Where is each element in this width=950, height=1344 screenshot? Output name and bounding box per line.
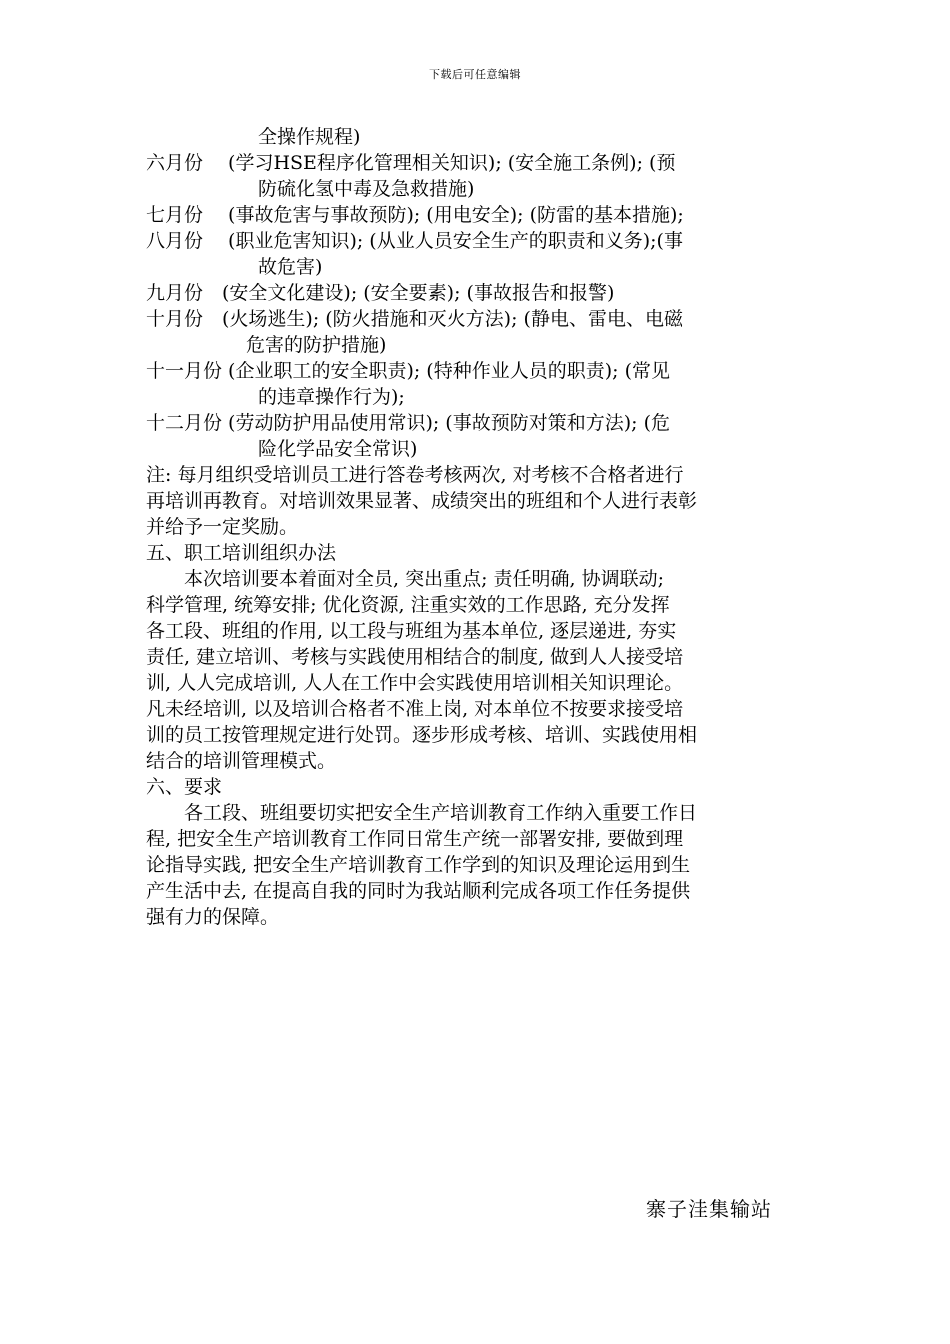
text-line: 论指导实践, 把安全生产培训教育工作学到的知识及理论运用到生 [146, 854, 691, 876]
text-line: 训的员工按管理规定进行处罚。逐步形成考核、培训、实践使用相 [146, 724, 698, 746]
text-line: 五、职工培训组织办法 [146, 542, 337, 564]
text-line: 险化学品安全常识) [258, 438, 418, 460]
text-line: 九月份 (安全文化建设); (安全要素); (事故报告和报警) [146, 282, 615, 304]
text-line: 各工段、班组的作用, 以工段与班组为基本单位, 逐层递进, 夯实 [146, 620, 677, 642]
text-line: 程, 把安全生产培训教育工作同日常生产统一部署安排, 要做到理 [146, 828, 684, 850]
text-line: 各工段、班组要切实把安全生产培训教育工作纳入重要工作日 [184, 802, 698, 824]
text-line: 六月份 (学习HSE程序化管理相关知识); (安全施工条例); (预 [146, 152, 676, 174]
text-line: 再培训再教育。对培训效果显著、成绩突出的班组和个人进行表彰 [146, 490, 698, 512]
text-line: 本次培训要本着面对全员, 突出重点; 责任明确, 协调联动; [184, 568, 665, 590]
text-line: 八月份 (职业危害知识); (从业人员安全生产的职责和义务);(事 [146, 230, 683, 252]
text-line: 危害的防护措施) [246, 334, 387, 356]
text-line: 并给予一定奖励。 [146, 516, 299, 538]
text-line: 凡未经培训, 以及培训合格者不准上岗, 对本单位不按要求接受培 [146, 698, 684, 720]
page-header-note: 下载后可任意编辑 [429, 68, 521, 81]
text-line: 十月份 (火场逃生); (防火措施和灭火方法); (静电、雷电、电磁 [146, 308, 683, 330]
text-line: 十一月份 (企业职工的安全职责); (特种作业人员的职责); (常见 [146, 360, 670, 382]
text-line: 故危害) [258, 256, 323, 278]
text-line: 强有力的保障。 [146, 906, 280, 928]
signature-organization: 寨子洼集输站 [646, 1197, 772, 1221]
text-line: 的违章操作行为); [258, 386, 405, 408]
text-line: 责任, 建立培训、考核与实践使用相结合的制度, 做到人人接受培 [146, 646, 684, 668]
text-line: 全操作规程) [258, 126, 361, 148]
text-line: 结合的培训管理模式。 [146, 750, 337, 772]
text-line: 十二月份 (劳动防护用品使用常识); (事故预防对策和方法); (危 [146, 412, 670, 434]
text-line: 注: 每月组织受培训员工进行答卷考核两次, 对考核不合格者进行 [146, 464, 684, 486]
text-line: 七月份 (事故危害与事故预防); (用电安全); (防雷的基本措施); [146, 204, 684, 226]
text-line: 防硫化氢中毒及急救措施) [258, 178, 475, 200]
text-line: 科学管理, 统筹安排; 优化资源, 注重实效的工作思路, 充分发挥 [146, 594, 670, 616]
text-line: 训, 人人完成培训, 人人在工作中会实践使用培训相关知识理论。 [146, 672, 684, 694]
text-line: 产生活中去, 在提高自我的同时为我站顺利完成各项工作任务提供 [146, 880, 691, 902]
text-line: 六、要求 [146, 776, 223, 798]
